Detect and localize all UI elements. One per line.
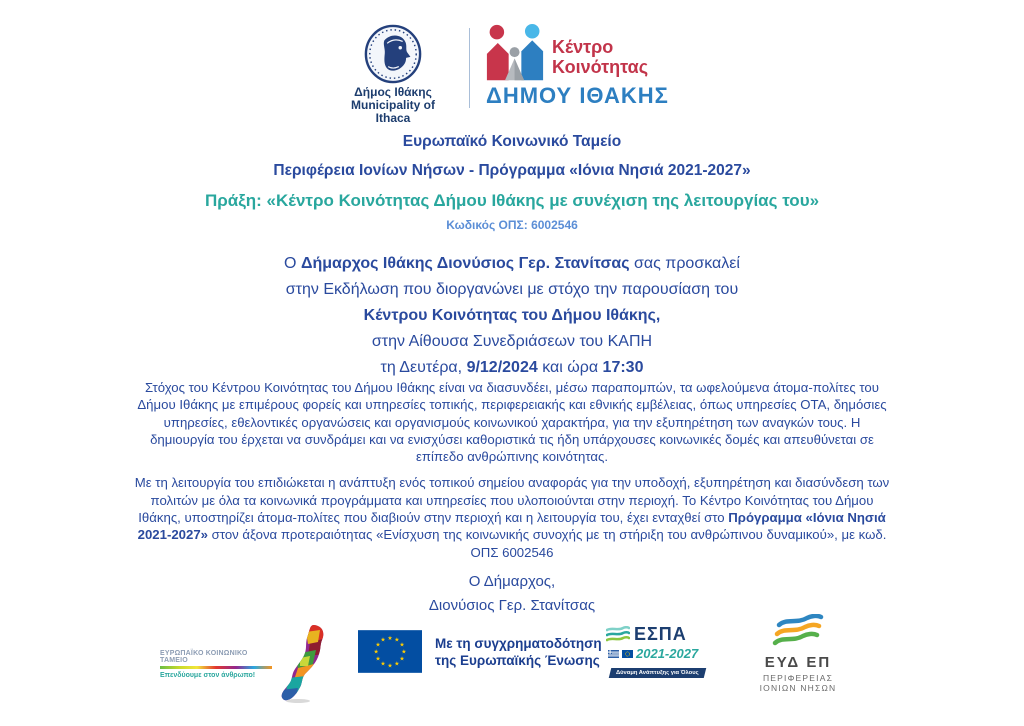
signature-title: Ο Δήμαρχος, xyxy=(468,573,556,590)
center-name-line2: Κοινότητας xyxy=(552,57,649,77)
invitation-venue: στην Αίθουσα Συνεδριάσεων του ΚΑΠΗ xyxy=(371,333,653,350)
svg-text:★: ★ xyxy=(380,661,386,668)
espa-title: ΕΣΠΑ xyxy=(634,624,687,644)
invitation-center-name: Κέντρου Κοινότητας του Δήμου Ιθάκης, xyxy=(363,307,661,324)
title-block xyxy=(0,133,1024,232)
mayor-name: Δήμαρχος Ιθάκης Διονύσιος Γερ. Στανίτσας xyxy=(300,255,630,272)
invitation-date: 9/12/2024 xyxy=(466,359,538,376)
espa-years: 2021-2027 xyxy=(636,646,699,661)
invitation-line1 xyxy=(0,251,1024,277)
esf-tagline: Επενδύουμε στον άνθρωπο! xyxy=(160,671,256,679)
eyd-subtitle-2: ΙΟΝΙΩΝ ΝΗΣΩΝ xyxy=(759,683,837,693)
svg-text:★: ★ xyxy=(399,642,405,649)
program-title-line1: Ευρωπαϊκό Κοινωνικό Ταμείο xyxy=(402,133,622,150)
signature-block xyxy=(0,570,1024,618)
eyd-title: ΕΥΔ ΕΠ xyxy=(764,654,832,671)
municipal-seal-icon xyxy=(362,24,424,84)
invitation-time-label: και ώρα xyxy=(537,359,603,376)
body-paragraph-1: Στόχος του Κέντρου Κοινότητας του Δήμου Ιθάκης είναι να διασυνδέει, μέσω παραπομπών, τα ωφελούμενα άτομα-πολίτες του Δήμου Ιθάκης με επιμέρους φορείς και υπηρεσίες τοπικής, περιφερειακής και εθνικής εμβέλειας, όπως υπηρεσίες ΟΤΑ, δημόσιες υπηρεσίες, εθελοντικές οργανώσεις και οργανισμούς κοινωνικού χαρακτήρα, για την εξυπηρέτηση των αναγκών τους. Η δημιουργία του έρχεται να συνδράμει και να ενισχύσει καθοριστικά τις ήδη υπάρχουσες κοινωνικές δομές και απευθύνεται σε επίπεδο ανθρώπινης κοινότητας. xyxy=(137,380,887,465)
header xyxy=(0,24,1024,125)
body-paragraph-2 xyxy=(132,474,892,560)
eu-cofunding-logo xyxy=(358,630,602,673)
center-name-line1: Κέντρο xyxy=(552,37,614,57)
municipality-name-en: Municipality of Ithaca xyxy=(351,98,435,125)
municipality-logo xyxy=(333,24,453,125)
invitation-line3 xyxy=(0,303,1024,329)
ops-code: Κωδικός ΟΠΣ: 6002546 xyxy=(446,218,578,232)
svg-text:★: ★ xyxy=(380,637,386,644)
invitation-line1-post: σας προσκαλεί xyxy=(629,255,740,272)
invitation-block xyxy=(0,251,1024,381)
svg-text:★: ★ xyxy=(394,637,400,644)
family-icon xyxy=(486,24,544,82)
center-name-line3: ΔΗΜΟΥ ΙΘΑΚΗΣ xyxy=(486,83,669,108)
body-program-name: Πρόγραμμα «Ιόνια Νησιά 2021-2027» xyxy=(137,510,886,543)
invitation-line1-pre: Ο xyxy=(284,255,301,272)
svg-text:★: ★ xyxy=(387,663,393,670)
eu-cofunding-line2: της Ευρωπαϊκής Ένωσης xyxy=(435,652,600,668)
svg-text:★: ★ xyxy=(375,642,381,649)
header-divider xyxy=(469,28,470,108)
svg-text:★: ★ xyxy=(387,635,393,642)
program-title-line2: Περιφέρεια Ιονίων Νήσων - Πρόγραμμα «Ιόνια Νησιά 2021-2027» xyxy=(273,162,751,179)
eyd-logo xyxy=(748,614,848,693)
municipality-name-gr: Δήμος Ιθάκης xyxy=(354,85,432,99)
body-text xyxy=(132,379,892,561)
eu-cofunding-line1: Με τη συγχρηματοδότηση xyxy=(435,635,602,651)
eu-mini-flag-icon xyxy=(622,650,633,658)
esf-title: ΕΥΡΩΠΑΪΚΟ ΚΟΙΝΩΝΙΚΟ ΤΑΜΕΙΟ xyxy=(160,649,248,664)
operation-title: Πράξη: «Κέντρο Κοινότητας Δήμου Ιθάκης με συνέχιση της λειτουργίας του» xyxy=(204,191,820,210)
invitation-datetime xyxy=(0,355,1024,381)
espa-tagline-text: Δύναμη Ανάπτυξης για Όλους xyxy=(616,670,699,676)
invitation-line2: στην Εκδήλωση που διοργανώνει με στόχο την παρουσίαση του xyxy=(285,281,739,298)
eyd-subtitle-1: ΠΕΡΙΦΕΡΕΙΑΣ xyxy=(762,673,834,683)
invitation-time: 17:30 xyxy=(602,359,644,376)
espa-waves-icon xyxy=(606,626,630,643)
invitation-day: τη Δευτέρα, xyxy=(380,359,467,376)
community-center-logo xyxy=(486,24,691,109)
svg-text:★: ★ xyxy=(399,656,405,663)
esf-rainbow-bar-icon xyxy=(160,666,272,669)
esf-figure-icon xyxy=(276,624,328,704)
greek-flag-icon xyxy=(608,650,619,658)
body-paragraph-2-post: στον άξονα προτεραιότητας «Ενίσχυση της κοινωνικής συνοχής με τη στήριξη του ανθρώπινου δυναμικού», με κωδ. ΟΠΣ 6002546 xyxy=(208,527,887,560)
espa-logo xyxy=(606,624,718,679)
body-paragraph-2-pre: Με τη λειτουργία του επιδιώκεται η ανάπτυξη ενός τοπικού σημείου αναφοράς για την υποδοχή, εξυπηρέτηση και διασύνδεση των πολιτών με όλα τα κοινωνικά προγράμματα και υπηρεσίες που υλοποιούνται στην περιοχή. Το Κέντρο Κοινότητας του Δήμου Ιθάκης, υποστηρίζει άτομα-πολίτες που διαβιούν στην περιοχή και η λειτουργία του, έχει ενταχθεί στο xyxy=(134,475,890,526)
eyd-waves-icon xyxy=(771,614,825,648)
svg-text:★: ★ xyxy=(401,649,407,656)
esf-logo xyxy=(160,624,328,704)
svg-text:★: ★ xyxy=(375,656,381,663)
svg-text:★: ★ xyxy=(394,661,400,668)
svg-text:★: ★ xyxy=(373,649,379,656)
espa-tagline xyxy=(609,668,706,678)
signature-name: Διονύσιος Γερ. Στανίτσας xyxy=(428,597,596,614)
eu-flag-icon xyxy=(358,630,422,673)
